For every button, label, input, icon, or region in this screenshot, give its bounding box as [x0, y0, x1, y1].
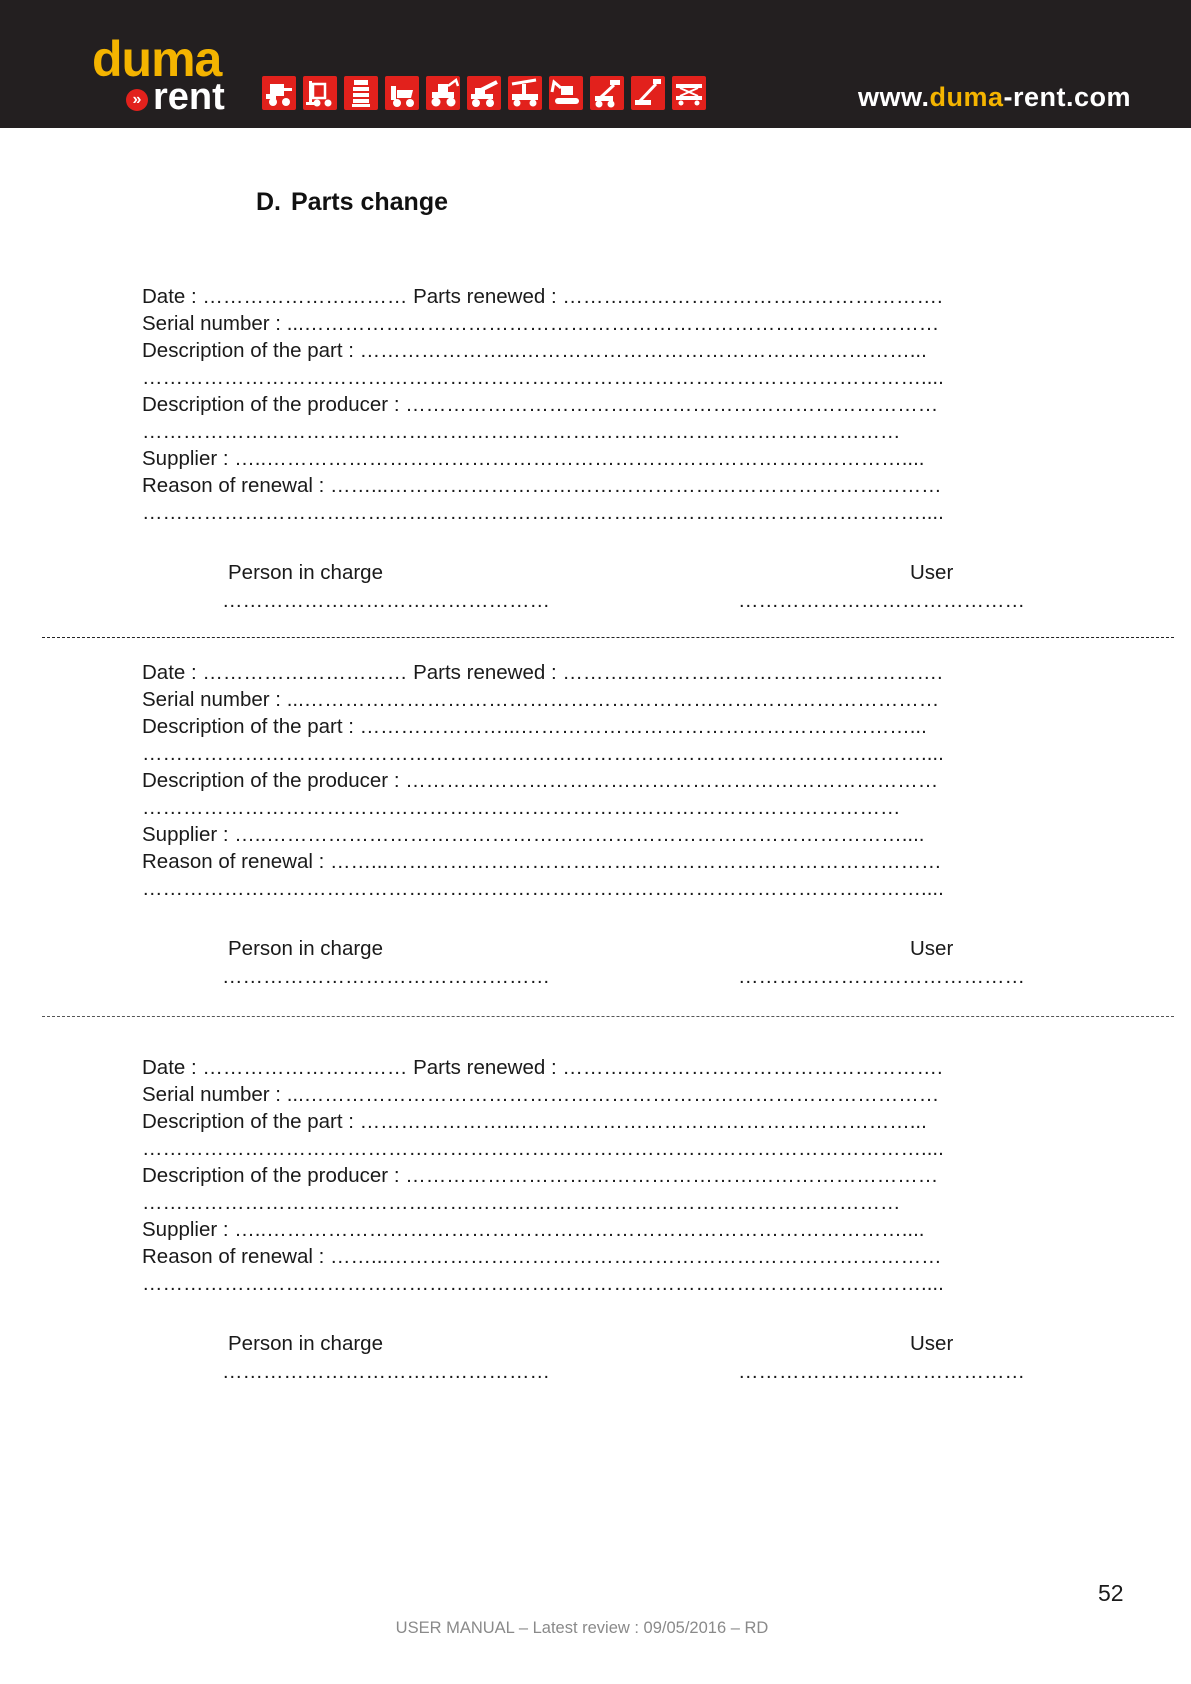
- part-description-continuation[interactable]: ……………………………………………………………………………………………………....: [142, 742, 944, 765]
- date-parts-renewed-line[interactable]: Date : ………………………… Parts renewed : ……….……………………………………….: [142, 661, 943, 684]
- serial-number-line[interactable]: Serial number : ...…………………………………………………………………………………: [142, 312, 940, 335]
- producer-description-continuation[interactable]: …………………………………………………………………………………………………: [142, 1191, 901, 1214]
- skid-steer-loader-icon: [262, 76, 296, 110]
- forklift-icon: [303, 76, 337, 110]
- form-separator: [42, 1016, 1174, 1017]
- url-highlight: duma: [929, 82, 1004, 112]
- date-parts-renewed-line[interactable]: Date : ………………………… Parts renewed : ……….……………………………………….: [142, 1056, 943, 1079]
- section-number: D.: [256, 188, 281, 216]
- person-in-charge-label: Person in charge: [228, 937, 383, 960]
- reason-continuation[interactable]: ……………………………………………………………………………………………………....: [142, 501, 944, 524]
- producer-description-line[interactable]: Description of the producer : ……………………………………………………………………: [142, 393, 939, 416]
- producer-description-continuation[interactable]: …………………………………………………………………………………………………: [142, 420, 901, 443]
- form-separator: [42, 637, 1174, 638]
- part-description-continuation[interactable]: ……………………………………………………………………………………………………....: [142, 366, 944, 389]
- producer-description-line[interactable]: Description of the producer : ……………………………………………………………………: [142, 1164, 939, 1187]
- user-signature[interactable]: ……………………………………: [738, 1360, 1025, 1383]
- reason-of-renewal-line[interactable]: Reason of renewal : ……...………………………………………………………………………: [142, 474, 942, 497]
- telehandler-icon: [467, 76, 501, 110]
- part-description-continuation[interactable]: ……………………………………………………………………………………………………....: [142, 1137, 944, 1160]
- aerial-platform-icon: [590, 76, 624, 110]
- reason-continuation[interactable]: ……………………………………………………………………………………………………....: [142, 1272, 944, 1295]
- backhoe-loader-icon: [426, 76, 460, 110]
- serial-number-line[interactable]: Serial number : ...…………………………………………………………………………………: [142, 688, 940, 711]
- reason-of-renewal-line[interactable]: Reason of renewal : ……...………………………………………………………………………: [142, 1245, 942, 1268]
- footer-revision-text: USER MANUAL – Latest review : 09/05/2016 – RD: [395, 1619, 769, 1637]
- person-in-charge-label: Person in charge: [228, 1332, 383, 1355]
- user-label: User: [910, 1332, 954, 1355]
- part-description-line[interactable]: Description of the part : …………………...…………………………………………………...: [142, 715, 927, 738]
- person-in-charge-signature[interactable]: …………………………………………: [222, 965, 550, 988]
- excavator-icon: [549, 76, 583, 110]
- date-parts-renewed-line[interactable]: Date : ………………………… Parts renewed : ……….……………………………………….: [142, 285, 943, 308]
- page-number: 52: [1098, 1580, 1124, 1606]
- scissor-lift-icon: [672, 76, 706, 110]
- logo-duma-text: duma: [92, 31, 222, 87]
- supplier-line[interactable]: Supplier : …..…………………………………………………………………………………....: [142, 1218, 925, 1241]
- person-in-charge-label: Person in charge: [228, 561, 383, 584]
- serial-number-line[interactable]: Serial number : ...…………………………………………………………………………………: [142, 1083, 940, 1106]
- boom-lift-icon: [631, 76, 665, 110]
- header-bar: [0, 0, 1191, 128]
- user-signature[interactable]: ……………………………………: [738, 589, 1025, 612]
- part-description-line[interactable]: Description of the part : …………………...…………………………………………………...: [142, 1110, 927, 1133]
- user-label: User: [910, 937, 954, 960]
- section-title: [256, 188, 448, 217]
- logo-rent-text: rent: [153, 76, 225, 118]
- producer-description-continuation[interactable]: …………………………………………………………………………………………………: [142, 796, 901, 819]
- duma-rent-logo: [92, 31, 242, 118]
- producer-description-line[interactable]: Description of the producer : ……………………………………………………………………: [142, 769, 939, 792]
- person-in-charge-signature[interactable]: …………………………………………: [222, 589, 550, 612]
- reason-continuation[interactable]: ……………………………………………………………………………………………………....: [142, 877, 944, 900]
- user-signature[interactable]: ……………………………………: [738, 965, 1025, 988]
- url-suffix: -rent.com: [1003, 82, 1131, 112]
- website-url[interactable]: [858, 82, 1131, 113]
- mini-dumper-icon: [385, 76, 419, 110]
- user-label: User: [910, 561, 954, 584]
- compactor-icon: [344, 76, 378, 110]
- reason-of-renewal-line[interactable]: Reason of renewal : ……...………………………………………………………………………: [142, 850, 942, 873]
- url-prefix: www.: [857, 82, 930, 112]
- person-in-charge-signature[interactable]: …………………………………………: [222, 1360, 550, 1383]
- supplier-line[interactable]: Supplier : …..…………………………………………………………………………………....: [142, 447, 925, 470]
- part-description-line[interactable]: Description of the part : …………………...…………………………………………………...: [142, 339, 927, 362]
- section-title-text: Parts change: [291, 188, 449, 216]
- supplier-line[interactable]: Supplier : …..…………………………………………………………………………………....: [142, 823, 925, 846]
- crane-truck-icon: [508, 76, 542, 110]
- logo-arrow-icon: »: [126, 89, 148, 111]
